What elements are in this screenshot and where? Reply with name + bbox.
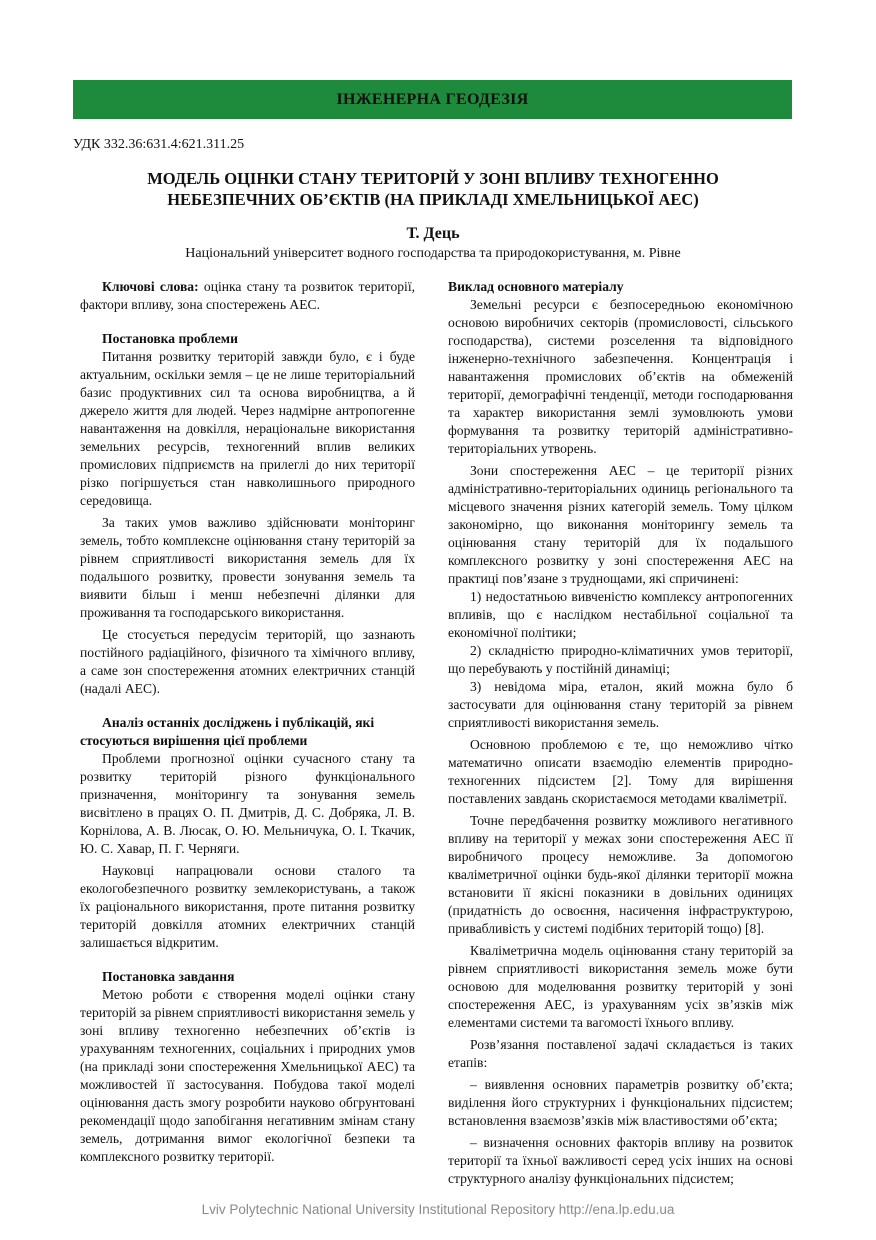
- title-line-1: МОДЕЛЬ ОЦІНКИ СТАНУ ТЕРИТОРІЙ У ЗОНІ ВПЛИВУ ТЕХНОГЕННО: [147, 169, 719, 188]
- keywords-label: Ключові слова:: [102, 279, 199, 294]
- repository-footer: Lviv Polytechnic National University Institutional Repository http://ena.lp.edu.ua: [201, 1202, 675, 1217]
- paragraph: Земельні ресурси є безпосередньою економічною основою виробничих секторів (промисловості, сільського господарства), системи розселення та відповідного інженерно-технічного забезпечення. Концентрація і навантаження промислових об’єктів на обмеженій території, демографічні тенденції, методи господарювання та характер використання землі зумовлюють умови формування та розвитку територій адміністративно-територіальних утворень.: [448, 297, 793, 456]
- right-column: [448, 278, 793, 1188]
- paragraph: За таких умов важливо здійснювати моніторинг земель, тобто комплексне оцінювання стану територій за рівнем сприятливості використання земель для їх подальшого розвитку, провести зонування земель та виявити більш і менш небезпечні ділянки для проживання та господарського використання.: [80, 515, 415, 620]
- affiliation: Національний університет водного господарства та природокористування, м. Рівне: [185, 246, 681, 261]
- heading-task: Постановка завдання: [102, 969, 235, 984]
- section-banner: [73, 80, 792, 119]
- paragraph: Це стосується передусім територій, що зазнають постійного радіаційного, фізичного та хімічного впливу, а саме зон спостереження атомних електричних станцій (надалі АЕС).: [80, 627, 415, 696]
- heading-analysis: Аналіз останніх досліджень і публікацій, які стосуються вирішення цієї проблеми: [80, 715, 375, 748]
- heading-main: Виклад основного матеріалу: [448, 279, 624, 294]
- paragraph: Зони спостереження АЕС – це території різних адміністративно-територіальних одиниць регіонального та місцевого значення різних категорій земель. Тому цілком закономірно, що виконання моніторингу земель та оцінювання стану територій для їх подальшого комплексного розвитку у зоні спостереження АЕС на практиці пов’язане з труднощами, які спричинені:: [448, 463, 793, 586]
- list-item: – визначення основних факторів впливу на розвиток території та їхньої важливості серед усіх інших на основі структурного аналізу функціональних підсистем;: [448, 1135, 793, 1186]
- list-item: – виявлення основних параметрів розвитку об’єкта; виділення його структурних і функціональних підсистем; встановлення взаємозв’язків між властивостями об’єкта;: [448, 1077, 793, 1128]
- title-line-2: НЕБЕЗПЕЧНИХ ОБ’ЄКТІВ (НА ПРИКЛАДІ ХМЕЛЬНИЦЬКОЇ АЕС): [167, 190, 699, 209]
- left-column: [80, 278, 415, 1166]
- paragraph: Проблеми прогнозної оцінки сучасного стану та розвитку територій різного функціонального призначення, моніторингу та зонування земель висвітлено в працях О. П. Дмитрів, Д. С. Добряка, Л. В. Корнілова, А. В. Люсак, О. Ю. Мельничука, О. І. Ткачик, Ю. С. Хавар, П. Г. Черняги.: [80, 751, 415, 856]
- keywords: [80, 278, 415, 314]
- list-item: 3) невідома міра, еталон, який можна було б застосувати для оцінювання стану територій за рівнем сприятливості використання земель.: [448, 679, 793, 730]
- paragraph: Науковці напрацювали основи сталого та екологобезпечного розвитку землекористувань, а також їх раціонального використання, проте питання розвитку територій довкілля атомних електричних станцій залишається відкритим.: [80, 863, 415, 950]
- article-title: [73, 168, 793, 210]
- paragraph: Точне передбачення розвитку можливого негативного впливу на території у межах зони спостереження АЕС її виробничого процесу неможливе. За допомогою кваліметричної оцінки будь-якої ділянки території можна встановити її якісні показники в довільних одиницях (придатність до освоєння, насичення інфраструктурою, привабливість у системі подібних територій тощо) [8].: [448, 813, 793, 936]
- author: Т. Дець: [406, 225, 460, 242]
- heading-problem: Постановка проблеми: [102, 331, 238, 346]
- paragraph: Питання розвитку територій завжди було, є і буде актуальним, оскільки земля – це не лише територіальний базис продуктивних сил та основа виробництва, а й джерело життя для людей. Через надмірне антропогенне навантаження на довкілля, нераціональне використання земельних ресурсів, техногенний вплив великих промислових підприємств на прилеглі до них території різко погіршується стан навколишнього природного середовища.: [80, 349, 415, 508]
- list-item: 2) складністю природно-кліматичних умов території, що перебувають у постійній динаміці;: [448, 643, 793, 676]
- paragraph: Метою роботи є створення моделі оцінки стану територій за рівнем сприятливості використання земель у зоні впливу техногенно небезпечних об’єктів із урахуванням техногенних, соціальних і природних умов (на прикладі зони спостереження Хмельницької АЕС) та можливостей її застосування. Побудова такої моделі оцінювання дасть змогу розробити науково обгрунтовані рекомендації щодо запобігання негативним змінам стану земель, дотримання вимог екологічної безпеки та комплексного розвитку території.: [80, 987, 415, 1164]
- section-title: ІНЖЕНЕРНА ГЕОДЕЗІЯ: [336, 90, 529, 108]
- paragraph: Кваліметрична модель оцінювання стану територій за рівнем сприятливості використання земель може бути основою для моделювання розвитку територій у зоні спостереження АЕС, із урахуванням усіх зв’язків між елементами системи та вагомості їхнього впливу.: [448, 943, 793, 1030]
- paragraph: Розв’язання поставленої задачі складається із таких етапів:: [448, 1037, 793, 1070]
- udc-code: УДК 332.36:631.4:621.311.25: [73, 137, 245, 152]
- keywords-text: оцінка стану та розвиток території, фактори впливу, зона спостережень АЕС.: [80, 279, 415, 312]
- paragraph: Основною проблемою є те, що неможливо чітко математично описати взаємодію елементів природно-техногенних підсистем [2]. Тому для вирішення поставлених завдань скористаємося методами кваліметрії.: [448, 737, 793, 806]
- list-item: 1) недостатньою вивченістю комплексу антропогенних впливів, що є наслідком нестабільної соціальної та економічної політики;: [448, 589, 793, 640]
